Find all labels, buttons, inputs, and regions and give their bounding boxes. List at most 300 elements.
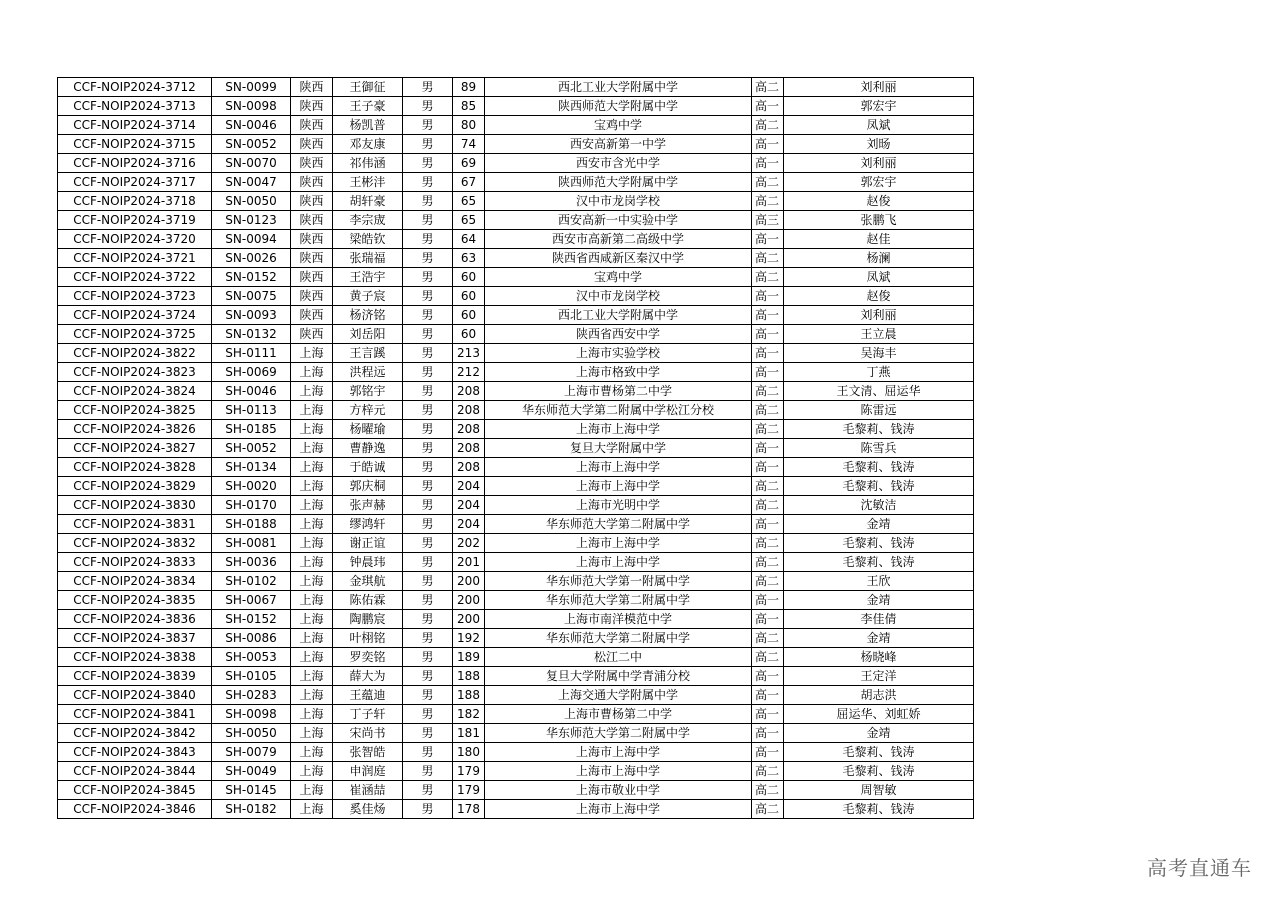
cell-name: 张智皓 xyxy=(333,743,403,762)
table-row xyxy=(58,553,974,572)
cell-score: 65 xyxy=(453,211,485,230)
cell-province: 陕西 xyxy=(291,230,333,249)
cell-school: 西安市高新第二高级中学 xyxy=(485,230,752,249)
cell-teacher: 王欣 xyxy=(784,572,974,591)
results-table xyxy=(57,77,974,819)
cell-grade: 高三 xyxy=(752,211,784,230)
cell-grade: 高二 xyxy=(752,420,784,439)
cell-code: SH-0283 xyxy=(212,686,291,705)
cell-province: 上海 xyxy=(291,648,333,667)
cell-teacher: 陈雪兵 xyxy=(784,439,974,458)
cell-teacher: 赵俊 xyxy=(784,287,974,306)
cell-school: 华东师范大学第二附属中学松江分校 xyxy=(485,401,752,420)
cell-code: SH-0113 xyxy=(212,401,291,420)
cell-id: CCF-NOIP2024-3831 xyxy=(58,515,212,534)
cell-id: CCF-NOIP2024-3714 xyxy=(58,116,212,135)
cell-gender: 男 xyxy=(403,135,453,154)
cell-name: 王蕴迪 xyxy=(333,686,403,705)
cell-teacher: 毛黎莉、钱涛 xyxy=(784,800,974,819)
cell-code: SH-0036 xyxy=(212,553,291,572)
cell-code: SN-0026 xyxy=(212,249,291,268)
cell-score: 200 xyxy=(453,591,485,610)
cell-teacher: 屈运华、刘虹娇 xyxy=(784,705,974,724)
cell-grade: 高二 xyxy=(752,781,784,800)
cell-province: 陕西 xyxy=(291,78,333,97)
cell-teacher: 刘利丽 xyxy=(784,78,974,97)
cell-teacher: 陈雷远 xyxy=(784,401,974,420)
cell-name: 王浩宇 xyxy=(333,268,403,287)
cell-name: 祁伟涵 xyxy=(333,154,403,173)
cell-score: 182 xyxy=(453,705,485,724)
cell-score: 60 xyxy=(453,325,485,344)
table-row xyxy=(58,572,974,591)
table-row xyxy=(58,648,974,667)
cell-school: 上海市格致中学 xyxy=(485,363,752,382)
cell-school: 陕西师范大学附属中学 xyxy=(485,97,752,116)
cell-province: 上海 xyxy=(291,534,333,553)
cell-code: SH-0185 xyxy=(212,420,291,439)
cell-score: 204 xyxy=(453,477,485,496)
cell-score: 64 xyxy=(453,230,485,249)
cell-code: SN-0070 xyxy=(212,154,291,173)
cell-teacher: 郭宏宇 xyxy=(784,97,974,116)
cell-province: 陕西 xyxy=(291,287,333,306)
cell-name: 李宗宬 xyxy=(333,211,403,230)
cell-teacher: 沈敏洁 xyxy=(784,496,974,515)
cell-province: 上海 xyxy=(291,382,333,401)
cell-id: CCF-NOIP2024-3837 xyxy=(58,629,212,648)
table-row xyxy=(58,382,974,401)
cell-school: 上海市上海中学 xyxy=(485,743,752,762)
cell-score: 189 xyxy=(453,648,485,667)
cell-teacher: 金靖 xyxy=(784,591,974,610)
cell-id: CCF-NOIP2024-3719 xyxy=(58,211,212,230)
cell-grade: 高一 xyxy=(752,135,784,154)
cell-gender: 男 xyxy=(403,705,453,724)
cell-school: 汉中市龙岗学校 xyxy=(485,192,752,211)
cell-grade: 高二 xyxy=(752,496,784,515)
cell-code: SH-0049 xyxy=(212,762,291,781)
cell-school: 西北工业大学附属中学 xyxy=(485,306,752,325)
cell-score: 201 xyxy=(453,553,485,572)
cell-id: CCF-NOIP2024-3725 xyxy=(58,325,212,344)
table-row xyxy=(58,97,974,116)
cell-id: CCF-NOIP2024-3825 xyxy=(58,401,212,420)
cell-code: SH-0134 xyxy=(212,458,291,477)
cell-score: 60 xyxy=(453,268,485,287)
cell-name: 王子豪 xyxy=(333,97,403,116)
cell-grade: 高一 xyxy=(752,230,784,249)
cell-score: 208 xyxy=(453,458,485,477)
cell-province: 上海 xyxy=(291,515,333,534)
cell-province: 上海 xyxy=(291,458,333,477)
cell-school: 汉中市龙岗学校 xyxy=(485,287,752,306)
cell-province: 上海 xyxy=(291,724,333,743)
cell-grade: 高一 xyxy=(752,344,784,363)
cell-gender: 男 xyxy=(403,344,453,363)
cell-grade: 高二 xyxy=(752,800,784,819)
cell-score: 208 xyxy=(453,382,485,401)
cell-grade: 高一 xyxy=(752,287,784,306)
cell-id: CCF-NOIP2024-3845 xyxy=(58,781,212,800)
cell-grade: 高二 xyxy=(752,268,784,287)
cell-code: SH-0050 xyxy=(212,724,291,743)
cell-province: 陕西 xyxy=(291,268,333,287)
cell-school: 华东师范大学第一附属中学 xyxy=(485,572,752,591)
table-row xyxy=(58,762,974,781)
table-row xyxy=(58,211,974,230)
table-row xyxy=(58,534,974,553)
cell-score: 89 xyxy=(453,78,485,97)
cell-name: 王言蹊 xyxy=(333,344,403,363)
cell-gender: 男 xyxy=(403,116,453,135)
cell-name: 邓友康 xyxy=(333,135,403,154)
cell-grade: 高二 xyxy=(752,762,784,781)
cell-code: SH-0188 xyxy=(212,515,291,534)
cell-gender: 男 xyxy=(403,477,453,496)
table-row xyxy=(58,515,974,534)
cell-school: 西安市含光中学 xyxy=(485,154,752,173)
cell-province: 陕西 xyxy=(291,192,333,211)
cell-name: 曹静逸 xyxy=(333,439,403,458)
cell-school: 西北工业大学附属中学 xyxy=(485,78,752,97)
cell-id: CCF-NOIP2024-3842 xyxy=(58,724,212,743)
table-row xyxy=(58,78,974,97)
cell-school: 上海市曹杨第二中学 xyxy=(485,382,752,401)
cell-grade: 高一 xyxy=(752,591,784,610)
cell-teacher: 吴海丰 xyxy=(784,344,974,363)
cell-score: 208 xyxy=(453,401,485,420)
cell-gender: 男 xyxy=(403,439,453,458)
cell-school: 上海市上海中学 xyxy=(485,458,752,477)
cell-score: 208 xyxy=(453,439,485,458)
cell-province: 上海 xyxy=(291,743,333,762)
table-row xyxy=(58,477,974,496)
cell-grade: 高二 xyxy=(752,116,784,135)
cell-name: 缪鸿轩 xyxy=(333,515,403,534)
cell-name: 奚佳炀 xyxy=(333,800,403,819)
cell-teacher: 毛黎莉、钱涛 xyxy=(784,420,974,439)
cell-gender: 男 xyxy=(403,154,453,173)
cell-score: 180 xyxy=(453,743,485,762)
cell-province: 上海 xyxy=(291,572,333,591)
cell-id: CCF-NOIP2024-3834 xyxy=(58,572,212,591)
cell-gender: 男 xyxy=(403,534,453,553)
cell-school: 陕西省西咸新区秦汉中学 xyxy=(485,249,752,268)
cell-teacher: 毛黎莉、钱涛 xyxy=(784,762,974,781)
cell-province: 陕西 xyxy=(291,325,333,344)
cell-teacher: 金靖 xyxy=(784,515,974,534)
cell-teacher: 李佳倩 xyxy=(784,610,974,629)
cell-gender: 男 xyxy=(403,743,453,762)
cell-school: 上海市敬业中学 xyxy=(485,781,752,800)
cell-code: SH-0170 xyxy=(212,496,291,515)
cell-score: 60 xyxy=(453,287,485,306)
cell-school: 上海市实验学校 xyxy=(485,344,752,363)
cell-name: 郭庆桐 xyxy=(333,477,403,496)
cell-id: CCF-NOIP2024-3843 xyxy=(58,743,212,762)
cell-teacher: 杨晓峰 xyxy=(784,648,974,667)
cell-grade: 高一 xyxy=(752,306,784,325)
cell-id: CCF-NOIP2024-3823 xyxy=(58,363,212,382)
cell-school: 华东师范大学第二附属中学 xyxy=(485,629,752,648)
cell-province: 上海 xyxy=(291,477,333,496)
cell-school: 上海市曹杨第二中学 xyxy=(485,705,752,724)
cell-score: 65 xyxy=(453,192,485,211)
table-row xyxy=(58,135,974,154)
table-row xyxy=(58,192,974,211)
table-row xyxy=(58,173,974,192)
cell-score: 80 xyxy=(453,116,485,135)
cell-province: 陕西 xyxy=(291,154,333,173)
cell-id: CCF-NOIP2024-3830 xyxy=(58,496,212,515)
cell-province: 陕西 xyxy=(291,97,333,116)
cell-gender: 男 xyxy=(403,173,453,192)
table-row xyxy=(58,439,974,458)
cell-code: SN-0050 xyxy=(212,192,291,211)
cell-code: SH-0152 xyxy=(212,610,291,629)
cell-id: CCF-NOIP2024-3841 xyxy=(58,705,212,724)
cell-gender: 男 xyxy=(403,686,453,705)
cell-code: SH-0145 xyxy=(212,781,291,800)
cell-province: 上海 xyxy=(291,762,333,781)
cell-province: 上海 xyxy=(291,363,333,382)
cell-score: 67 xyxy=(453,173,485,192)
cell-grade: 高一 xyxy=(752,458,784,477)
cell-name: 胡轩豪 xyxy=(333,192,403,211)
cell-gender: 男 xyxy=(403,610,453,629)
cell-name: 杨济铭 xyxy=(333,306,403,325)
cell-name: 于皓诚 xyxy=(333,458,403,477)
cell-school: 上海市上海中学 xyxy=(485,534,752,553)
cell-name: 洪程远 xyxy=(333,363,403,382)
cell-name: 王彬沣 xyxy=(333,173,403,192)
cell-name: 陈佑霖 xyxy=(333,591,403,610)
cell-province: 上海 xyxy=(291,629,333,648)
cell-score: 188 xyxy=(453,686,485,705)
cell-name: 张声赫 xyxy=(333,496,403,515)
cell-gender: 男 xyxy=(403,268,453,287)
cell-teacher: 毛黎莉、钱涛 xyxy=(784,534,974,553)
cell-province: 上海 xyxy=(291,401,333,420)
cell-grade: 高二 xyxy=(752,192,784,211)
cell-score: 212 xyxy=(453,363,485,382)
cell-name: 罗奕铭 xyxy=(333,648,403,667)
table-row xyxy=(58,249,974,268)
cell-id: CCF-NOIP2024-3844 xyxy=(58,762,212,781)
table-row xyxy=(58,629,974,648)
cell-teacher: 毛黎莉、钱涛 xyxy=(784,477,974,496)
table-row xyxy=(58,781,974,800)
cell-school: 宝鸡中学 xyxy=(485,268,752,287)
cell-gender: 男 xyxy=(403,629,453,648)
table-row xyxy=(58,800,974,819)
table-row xyxy=(58,458,974,477)
cell-grade: 高一 xyxy=(752,515,784,534)
cell-name: 黄子宸 xyxy=(333,287,403,306)
table-body xyxy=(58,78,974,819)
cell-gender: 男 xyxy=(403,249,453,268)
cell-code: SH-0105 xyxy=(212,667,291,686)
cell-code: SN-0094 xyxy=(212,230,291,249)
cell-id: CCF-NOIP2024-3822 xyxy=(58,344,212,363)
cell-score: 188 xyxy=(453,667,485,686)
cell-grade: 高一 xyxy=(752,363,784,382)
cell-province: 陕西 xyxy=(291,211,333,230)
cell-id: CCF-NOIP2024-3829 xyxy=(58,477,212,496)
cell-id: CCF-NOIP2024-3722 xyxy=(58,268,212,287)
cell-school: 华东师范大学第二附属中学 xyxy=(485,591,752,610)
cell-code: SH-0098 xyxy=(212,705,291,724)
cell-id: CCF-NOIP2024-3846 xyxy=(58,800,212,819)
cell-name: 薛大为 xyxy=(333,667,403,686)
cell-school: 西安高新一中实验中学 xyxy=(485,211,752,230)
cell-name: 钟晨玮 xyxy=(333,553,403,572)
cell-id: CCF-NOIP2024-3718 xyxy=(58,192,212,211)
cell-grade: 高二 xyxy=(752,477,784,496)
cell-province: 陕西 xyxy=(291,116,333,135)
cell-code: SN-0093 xyxy=(212,306,291,325)
table-row xyxy=(58,306,974,325)
cell-province: 上海 xyxy=(291,439,333,458)
cell-code: SN-0047 xyxy=(212,173,291,192)
table-row xyxy=(58,287,974,306)
table-row xyxy=(58,344,974,363)
cell-id: CCF-NOIP2024-3824 xyxy=(58,382,212,401)
cell-school: 上海市光明中学 xyxy=(485,496,752,515)
cell-school: 陕西省西安中学 xyxy=(485,325,752,344)
cell-score: 202 xyxy=(453,534,485,553)
table-row xyxy=(58,325,974,344)
table-row xyxy=(58,724,974,743)
cell-province: 上海 xyxy=(291,667,333,686)
table-row xyxy=(58,420,974,439)
cell-gender: 男 xyxy=(403,781,453,800)
cell-id: CCF-NOIP2024-3716 xyxy=(58,154,212,173)
cell-code: SH-0052 xyxy=(212,439,291,458)
cell-score: 213 xyxy=(453,344,485,363)
cell-grade: 高一 xyxy=(752,325,784,344)
cell-school: 西安高新第一中学 xyxy=(485,135,752,154)
cell-score: 74 xyxy=(453,135,485,154)
cell-id: CCF-NOIP2024-3720 xyxy=(58,230,212,249)
cell-score: 179 xyxy=(453,762,485,781)
cell-school: 上海市上海中学 xyxy=(485,762,752,781)
cell-gender: 男 xyxy=(403,306,453,325)
cell-code: SN-0099 xyxy=(212,78,291,97)
cell-school: 复旦大学附属中学 xyxy=(485,439,752,458)
cell-province: 上海 xyxy=(291,800,333,819)
table-row xyxy=(58,743,974,762)
cell-gender: 男 xyxy=(403,230,453,249)
table-row xyxy=(58,610,974,629)
cell-id: CCF-NOIP2024-3826 xyxy=(58,420,212,439)
cell-grade: 高二 xyxy=(752,629,784,648)
table-row xyxy=(58,401,974,420)
cell-teacher: 王文清、屈运华 xyxy=(784,382,974,401)
cell-id: CCF-NOIP2024-3715 xyxy=(58,135,212,154)
cell-teacher: 毛黎莉、钱涛 xyxy=(784,458,974,477)
table-row xyxy=(58,591,974,610)
cell-grade: 高二 xyxy=(752,173,784,192)
cell-code: SN-0052 xyxy=(212,135,291,154)
cell-teacher: 刘利丽 xyxy=(784,306,974,325)
cell-grade: 高二 xyxy=(752,382,784,401)
cell-name: 郭铭宇 xyxy=(333,382,403,401)
cell-gender: 男 xyxy=(403,648,453,667)
cell-province: 上海 xyxy=(291,420,333,439)
cell-id: CCF-NOIP2024-3836 xyxy=(58,610,212,629)
cell-code: SN-0075 xyxy=(212,287,291,306)
cell-id: CCF-NOIP2024-3828 xyxy=(58,458,212,477)
cell-code: SN-0152 xyxy=(212,268,291,287)
cell-grade: 高一 xyxy=(752,667,784,686)
cell-grade: 高二 xyxy=(752,78,784,97)
cell-code: SN-0123 xyxy=(212,211,291,230)
cell-score: 200 xyxy=(453,572,485,591)
cell-teacher: 刘旸 xyxy=(784,135,974,154)
cell-score: 85 xyxy=(453,97,485,116)
cell-score: 208 xyxy=(453,420,485,439)
cell-gender: 男 xyxy=(403,211,453,230)
cell-grade: 高一 xyxy=(752,724,784,743)
cell-name: 王御征 xyxy=(333,78,403,97)
cell-province: 陕西 xyxy=(291,306,333,325)
cell-province: 上海 xyxy=(291,344,333,363)
cell-teacher: 胡志洪 xyxy=(784,686,974,705)
cell-gender: 男 xyxy=(403,667,453,686)
cell-code: SH-0182 xyxy=(212,800,291,819)
cell-gender: 男 xyxy=(403,591,453,610)
cell-school: 上海市上海中学 xyxy=(485,553,752,572)
cell-score: 69 xyxy=(453,154,485,173)
cell-score: 200 xyxy=(453,610,485,629)
table-row xyxy=(58,686,974,705)
cell-teacher: 毛黎莉、钱涛 xyxy=(784,553,974,572)
cell-score: 179 xyxy=(453,781,485,800)
cell-grade: 高一 xyxy=(752,610,784,629)
cell-grade: 高二 xyxy=(752,534,784,553)
cell-id: CCF-NOIP2024-3717 xyxy=(58,173,212,192)
table-row xyxy=(58,230,974,249)
cell-school: 上海市上海中学 xyxy=(485,800,752,819)
cell-teacher: 王定洋 xyxy=(784,667,974,686)
cell-gender: 男 xyxy=(403,287,453,306)
cell-teacher: 刘利丽 xyxy=(784,154,974,173)
cell-province: 陕西 xyxy=(291,173,333,192)
cell-score: 204 xyxy=(453,496,485,515)
cell-score: 60 xyxy=(453,306,485,325)
table-row xyxy=(58,268,974,287)
cell-grade: 高二 xyxy=(752,648,784,667)
cell-gender: 男 xyxy=(403,192,453,211)
table-row xyxy=(58,154,974,173)
cell-grade: 高一 xyxy=(752,705,784,724)
cell-id: CCF-NOIP2024-3827 xyxy=(58,439,212,458)
cell-teacher: 凤斌 xyxy=(784,116,974,135)
cell-teacher: 张鹏飞 xyxy=(784,211,974,230)
cell-id: CCF-NOIP2024-3833 xyxy=(58,553,212,572)
cell-gender: 男 xyxy=(403,325,453,344)
cell-province: 陕西 xyxy=(291,249,333,268)
cell-score: 181 xyxy=(453,724,485,743)
cell-name: 崔涵喆 xyxy=(333,781,403,800)
cell-province: 上海 xyxy=(291,496,333,515)
cell-teacher: 毛黎莉、钱涛 xyxy=(784,743,974,762)
cell-grade: 高一 xyxy=(752,154,784,173)
cell-name: 刘岳阳 xyxy=(333,325,403,344)
cell-province: 陕西 xyxy=(291,135,333,154)
